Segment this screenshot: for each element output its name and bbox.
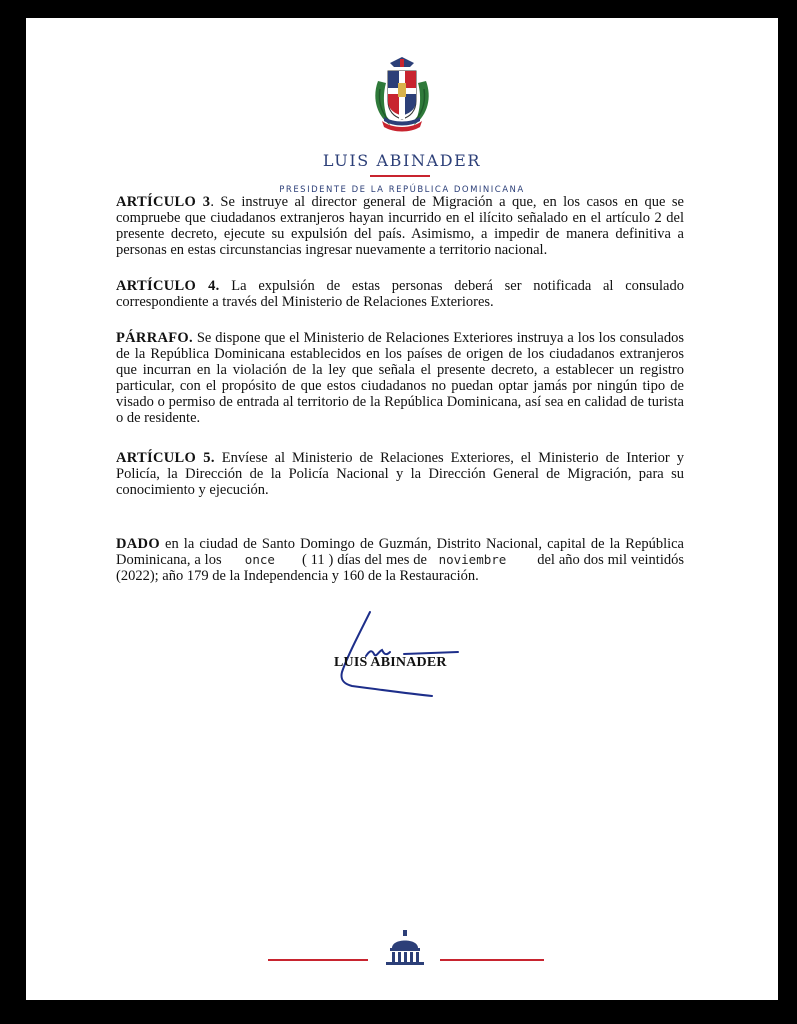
day-words: once [244, 552, 275, 567]
closing-text-2: días del mes de [333, 552, 431, 568]
letterhead-title: PRESIDENTE DE LA REPÚBLICA DOMINICANA [279, 185, 525, 195]
article-3-text: . Se instruye al director general de Migración a que, en los casos en que se compruebe que ciudadanos extranjeros hayan incurrido en el ilícito señalado en el artículo 2 del presente decreto, ejecute su expulsión del país. Asimismo, a impedir de manera definitiva a personas en estas circunstancias ingresar nuevamente a territorio nacional. [116, 194, 684, 258]
closing-statement [116, 536, 684, 584]
document-page [26, 18, 778, 1000]
paragraph-text: Se dispone que el Ministerio de Relaciones Exteriores instruya a los los consulados de la República Dominicana establecidos en los países de origen de los ciudadanos extranjeros que incurran en la violación de la ley que señala el presente decreto, a establecer un registro particular, con el propósito de que estos ciudadanos no puedan optar jamás por ningún tipo de visado o permiso de entrada al territorio de la República Dominicana, así sea en calidad de turista o de residente. [116, 330, 684, 426]
closing-text-1: en la ciudad de Santo Domingo de Guzmán, Distrito Nacional, capital de la República Dominicana, a los [116, 536, 684, 568]
article-4-label: ARTÍCULO 4. [116, 278, 220, 294]
day-number: ( 11 ) [301, 552, 334, 568]
month-value: noviembre [438, 552, 507, 567]
national-palace-icon [382, 928, 428, 968]
letterhead-divider [370, 175, 430, 177]
paragraph-label: PÁRRAFO. [116, 330, 193, 346]
article-5-text: Envíese al Ministerio de Relaciones Exteriores, el Ministerio de Interior y Policía, la Dirección de la Policía Nacional y la Dirección General de Migración, para su conocimiento y ejecución. [116, 450, 684, 498]
article-4 [116, 278, 684, 310]
article-5-label: ARTÍCULO 5. [116, 450, 215, 466]
paragraph-clause [116, 330, 684, 426]
footer-line-right [440, 959, 544, 961]
closing-label: DADO [116, 536, 160, 552]
closing-text-3: del año dos mil veintidós (2022); año 179 de la Independencia y 160 de la Restauración. [116, 552, 685, 584]
footer-line-left [268, 959, 368, 961]
article-3 [116, 194, 684, 258]
signatory-name: LUIS ABINADER [334, 655, 447, 670]
letterhead-name: LUIS ABINADER [322, 151, 482, 170]
article-3-label: ARTÍCULO 3 [116, 194, 211, 210]
article-4-text: La expulsión de estas personas deberá ser notificada al consulado correspondiente a través del Ministerio de Relaciones Exteriores. [116, 278, 684, 310]
coat-of-arms-icon [370, 53, 434, 133]
article-5 [116, 450, 684, 498]
